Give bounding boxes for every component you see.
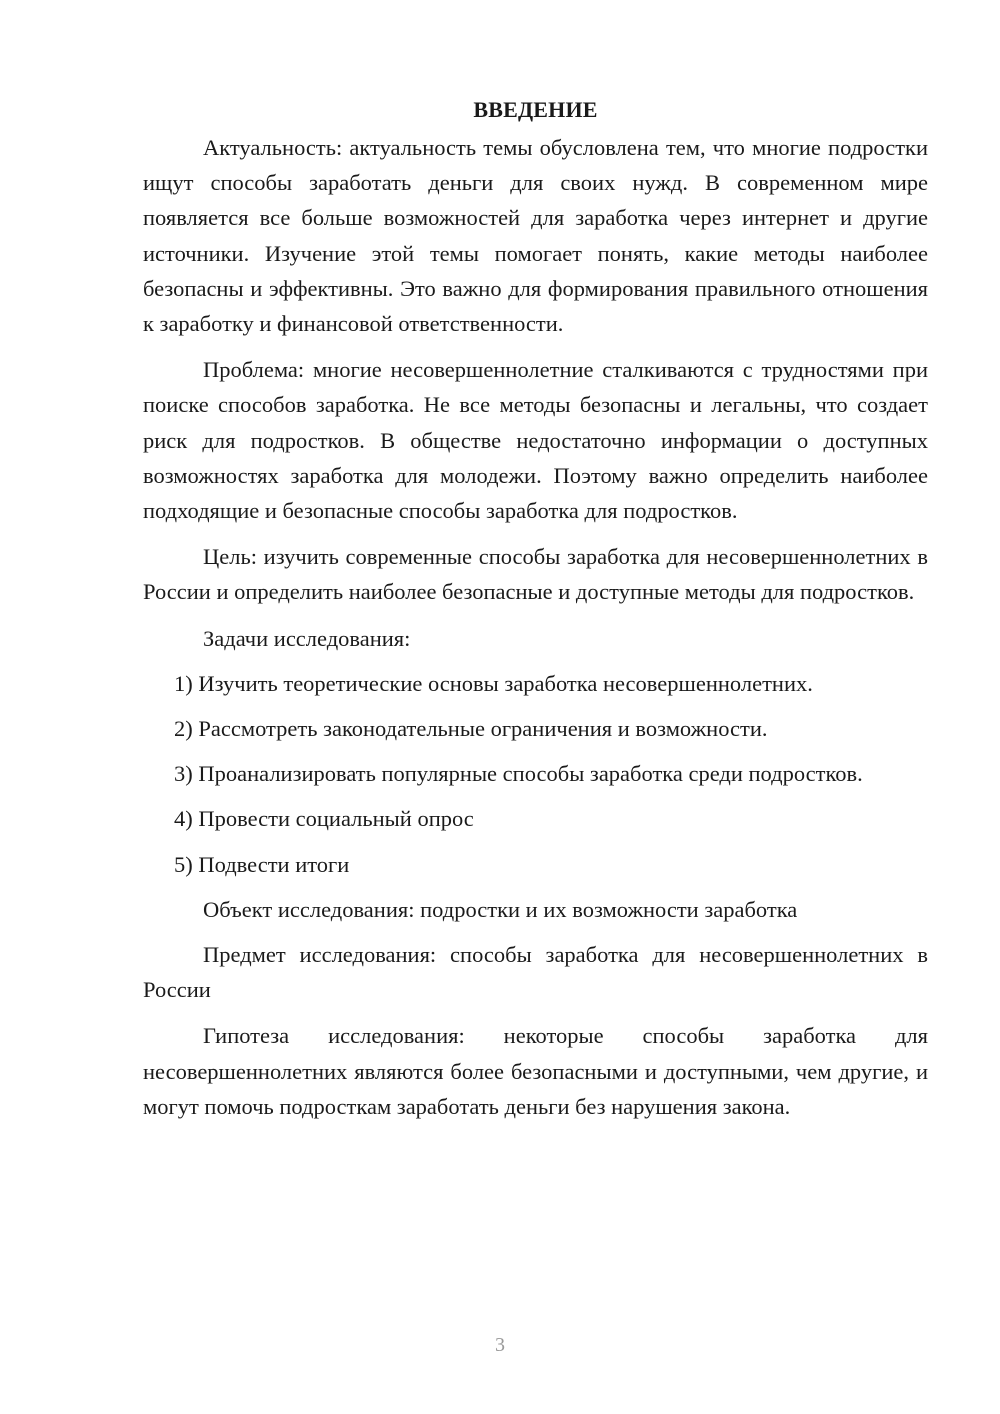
- research-object: Объект исследования: подростки и их возможности заработка: [203, 896, 798, 922]
- research-hypothesis: Гипотеза исследования: некоторые способы заработка для несовершеннолетних являются более безопасными и доступными, чем другие, и могут помочь подросткам заработать деньги без нарушения закона.: [143, 1023, 928, 1119]
- relevance-paragraph: Актуальность: актуальность темы обусловлена тем, что многие подростки ищут способы заработать деньги для своих нужд. В современном мире появляется все больше возможностей для заработка через интернет и другие источники. Изучение этой темы помогает понять, какие методы наиболее безопасны и эффективны. Это важно для формирования правильного отношения к заработку и финансовой ответственности.: [143, 135, 928, 337]
- task-item-5: 5) Подвести итоги: [174, 851, 350, 877]
- research-subject: Предмет исследования: способы заработка для несовершеннолетних в России: [143, 942, 928, 1003]
- task-item-3: 3) Проанализировать популярные способы заработка среди подростков.: [174, 761, 863, 787]
- task-item-1: 1) Изучить теоретические основы заработка несовершеннолетних.: [174, 670, 813, 696]
- page-title: ВВЕДЕНИЕ: [473, 97, 598, 122]
- tasks-heading: Задачи исследования:: [203, 625, 411, 651]
- problem-paragraph: Проблема: многие несовершеннолетние сталкиваются с трудностями при поиске способов заработка. Не все методы безопасны и легальны, что создает риск для подростков. В обществе недостаточно информации о доступных возможностях заработка для молодежи. Поэтому важно определить наиболее подходящие и безопасные способы заработка для подростков.: [143, 357, 928, 524]
- document-page: [143, 90, 928, 1135]
- task-item-2: 2) Рассмотреть законодательные ограничения и возможности.: [174, 716, 768, 742]
- task-item-4: 4) Провести социальный опрос: [174, 806, 474, 832]
- page-number: 3: [495, 1334, 505, 1356]
- goal-paragraph: Цель: изучить современные способы заработка для несовершеннолетних в России и определить наиболее безопасные и доступные методы для подростков.: [143, 544, 928, 605]
